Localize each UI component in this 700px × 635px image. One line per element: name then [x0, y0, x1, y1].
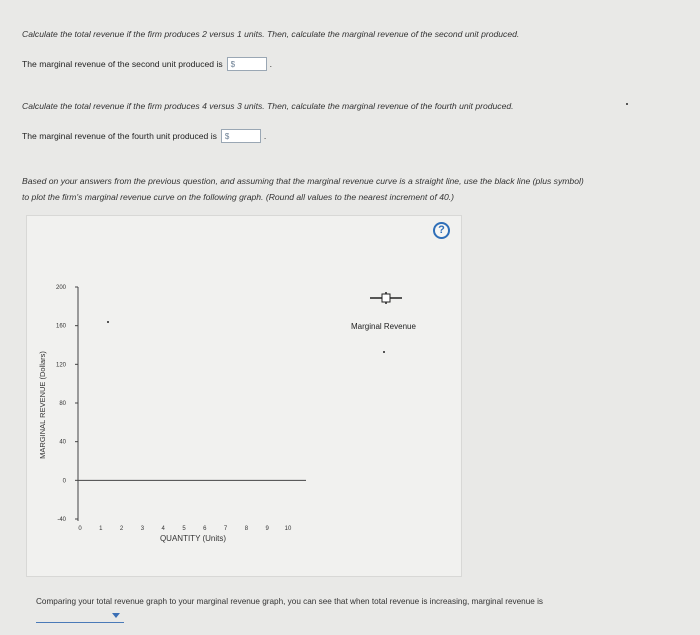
question-2-text: Calculate the total revenue if the firm produces 4 versus 3 units. Then, calculate the marginal revenue of the fourth unit produced. [22, 101, 514, 111]
x-tick-label: 0 [78, 526, 82, 532]
x-tick-label: 5 [182, 526, 186, 532]
x-tick-label: 7 [223, 526, 228, 532]
x-tick-label: 2 [119, 526, 124, 532]
legend-label: Marginal Revenue [351, 322, 416, 331]
instruction-line-2: to plot the firm's marginal revenue curve on the following graph. (Round all values to the nearest increment of 40.) [22, 192, 455, 202]
x-tick-label: 1 [99, 526, 103, 532]
plus-symbol-icon [382, 294, 390, 302]
y-tick-label: 80 [59, 401, 66, 407]
answer-row-1: The marginal revenue of the second unit produced is $ . [22, 59, 273, 69]
stray-mark [107, 321, 109, 323]
y-tick-label: 200 [55, 285, 66, 291]
chevron-down-icon [112, 613, 120, 618]
marginal-revenue-dropdown[interactable] [36, 610, 124, 623]
x-tick-label: 10 [284, 526, 292, 532]
answer-label-1: The marginal revenue of the second unit produced is [22, 59, 223, 69]
graph-panel [26, 215, 462, 577]
x-tick-label: 8 [244, 526, 249, 532]
stray-mark [383, 351, 385, 353]
currency-symbol: $ [230, 60, 236, 69]
help-icon[interactable]: ? [433, 222, 450, 239]
y-tick-label: 160 [55, 323, 66, 330]
y-tick-label: 0 [62, 478, 66, 485]
instruction-line-1: Based on your answers from the previous question, and assuming that the marginal revenue curve is a straight line, use the black line (plus symbol) [22, 176, 584, 186]
y-axis-label: MARGINAL REVENUE (Dollars) [38, 351, 47, 459]
question-1-text: Calculate the total revenue if the firm produces 2 versus 1 units. Then, calculate the marginal revenue of the second unit produced. [22, 29, 520, 39]
x-axis-label: QUANTITY (Units) [159, 534, 227, 543]
answer-row-2: The marginal revenue of the fourth unit produced is $ . [22, 131, 267, 141]
marginal-revenue-fourth-input[interactable] [221, 129, 261, 143]
x-tick-label: 3 [140, 526, 145, 532]
y-tick-label: 120 [55, 362, 66, 369]
answer-label-2: The marginal revenue of the fourth unit produced is [22, 131, 217, 141]
stray-mark [626, 103, 628, 105]
marginal-revenue-second-input[interactable] [227, 57, 267, 71]
y-tick-label: 40 [59, 439, 66, 446]
y-tick-label: -40 [57, 517, 66, 523]
x-tick-label: 9 [265, 526, 269, 532]
currency-symbol: $ [224, 132, 230, 141]
bottom-question-text: Comparing your total revenue graph to your marginal revenue graph, you can see that when total revenue is increasing, marginal revenue is [36, 597, 544, 606]
x-tick-label: 4 [161, 526, 165, 532]
x-tick-label: 6 [203, 526, 207, 532]
